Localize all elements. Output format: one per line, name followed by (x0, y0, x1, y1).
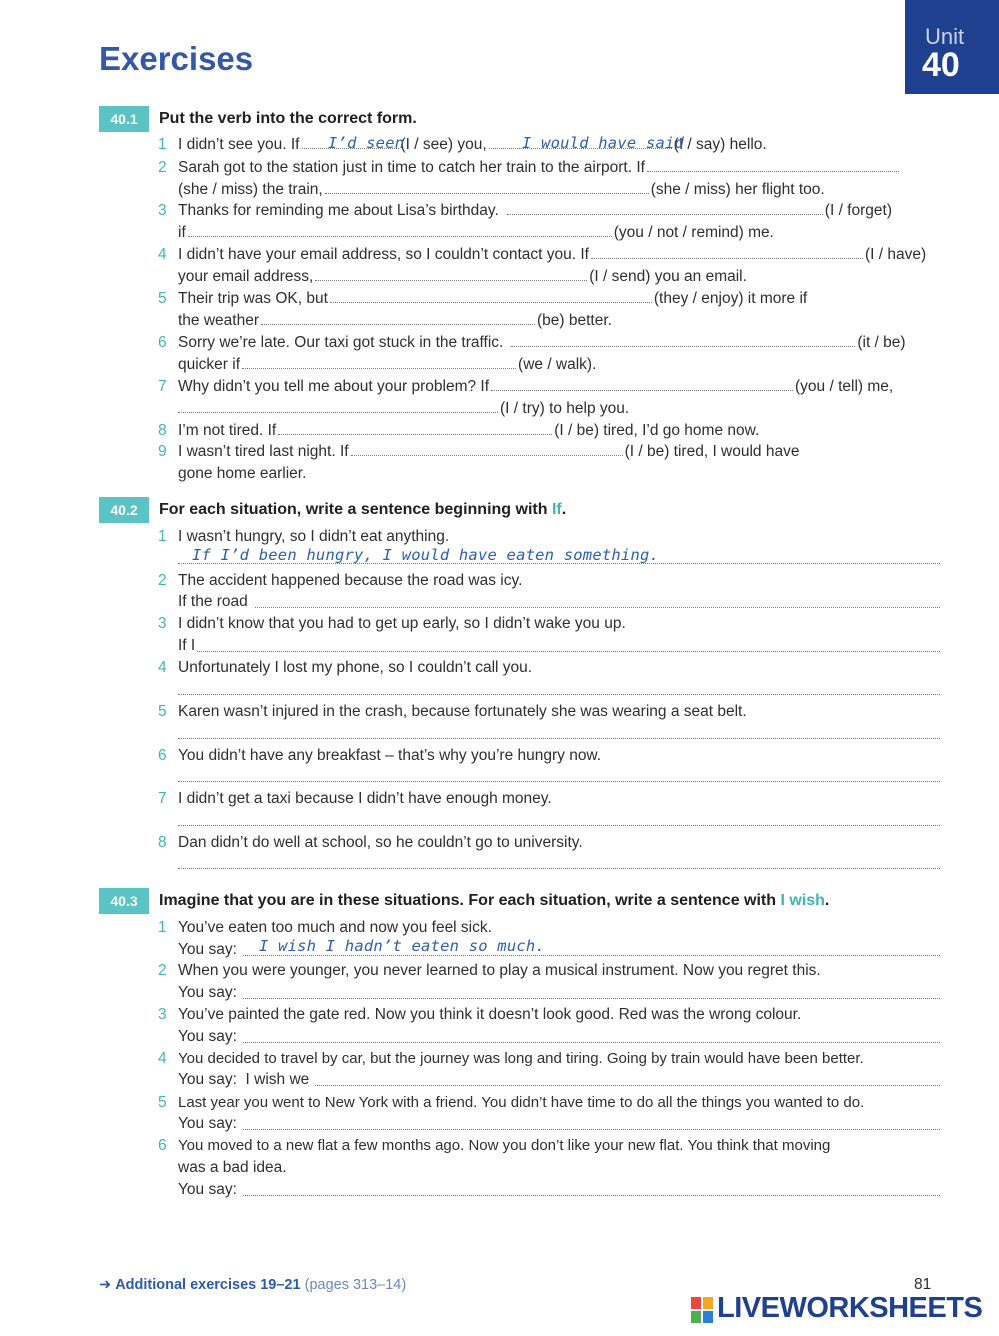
item-number: 7 (158, 790, 167, 807)
unit-tab (905, 0, 999, 94)
answer-line[interactable] (243, 1042, 940, 1043)
item-text: Last year you went to New York with a friend. You didn’t have time to do all the things you wanted to do. (178, 1094, 865, 1111)
item-number: 2 (158, 962, 167, 979)
answer-line[interactable] (178, 694, 940, 695)
item-line: gone home earlier. (178, 465, 307, 482)
exercise-instruction-40-1: Put the verb into the correct form. (159, 110, 417, 127)
answer-line[interactable] (243, 998, 940, 999)
item-line: I didn’t have your email address, so I couldn’t contact you. If (I / have) (178, 246, 927, 263)
item-text: When you were younger, you never learned to play a musical instrument. Now you regret this. (178, 962, 821, 979)
item-line: I didn’t see you. If (I / see) you, (I / say) hello. (178, 136, 767, 153)
answer-blank[interactable] (261, 312, 535, 325)
item-line: quicker if (we / walk). (178, 356, 597, 373)
item-text: Unfortunately I lost my phone, so I couldn’t call you. (178, 659, 533, 676)
item-number: 5 (158, 290, 167, 307)
item-text: Karen wasn’t injured in the crash, because fortunately she was wearing a seat belt. (178, 703, 747, 720)
item-text: You decided to travel by car, but the journey was long and tiring. Going by train would have been better. (178, 1050, 864, 1067)
answer-blank[interactable] (315, 268, 587, 281)
answer-prefix: If I (178, 637, 196, 654)
additional-exercises-link[interactable]: ➜ Additional exercises 19–21 (pages 313–14) (99, 1277, 407, 1293)
liveworksheets-brand: LIVEWORKSHEETS (717, 1292, 983, 1324)
item-line: Their trip was OK, but (they / enjoy) it more if (178, 290, 808, 307)
item-number: 4 (158, 1050, 167, 1067)
item-number: 9 (158, 443, 167, 460)
item-text: Dan didn’t do well at school, so he couldn’t go to university. (178, 834, 583, 851)
item-number: 1 (158, 919, 167, 936)
answer-blank[interactable] (330, 290, 652, 303)
answer-line[interactable] (315, 1085, 940, 1086)
answer-line[interactable] (243, 955, 940, 956)
item-number: 7 (158, 378, 167, 395)
answer-line[interactable] (178, 781, 940, 782)
item-number: 1 (158, 528, 167, 545)
you-say-label: You say: (178, 984, 237, 1001)
you-say-label: You say: (178, 1028, 237, 1045)
handwritten-answer: If I’d been hungry, I would have eaten something. (192, 546, 660, 564)
item-number: 2 (158, 572, 167, 589)
answer-line[interactable] (243, 1195, 940, 1196)
answer-blank[interactable] (511, 334, 855, 347)
answer-blank[interactable] (507, 202, 823, 215)
item-number: 8 (158, 834, 167, 851)
exercise-instruction-40-3: Imagine that you are in these situations. For each situation, write a sentence with I wish. (159, 892, 830, 909)
item-number: 5 (158, 703, 167, 720)
item-line: I’m not tired. If (I / be) tired, I’d go home now. (178, 422, 760, 439)
item-line: Sarah got to the station just in time to catch her train to the airport. If (178, 159, 901, 177)
liveworksheets-logo-icon (691, 1297, 713, 1323)
you-say-label: You say: (178, 1181, 237, 1198)
item-line: (I / try) to help you. (178, 400, 629, 418)
you-say-line: You say: I wish we (178, 1071, 310, 1088)
handwritten-answer: I’d seen (328, 134, 405, 152)
answer-blank[interactable] (647, 159, 899, 172)
item-line: Sorry we’re late. Our taxi got stuck in the traffic. (it / be) (178, 334, 906, 351)
answer-line[interactable] (178, 868, 940, 869)
exercise-badge-40-1: 40.1 (99, 106, 149, 132)
exercise-badge-40-3: 40.3 (99, 888, 149, 914)
item-line: Thanks for reminding me about Lisa’s birthday. (I / forget) (178, 202, 892, 219)
you-say-label: You say: (178, 941, 237, 958)
item-line: the weather (be) better. (178, 312, 612, 329)
item-text: I didn’t know that you had to get up early, so I didn’t wake you up. (178, 615, 626, 632)
arrow-right-icon: ➜ (99, 1277, 112, 1293)
item-text: You moved to a new flat a few months ago. Now you don’t like your new flat. You think that moving (178, 1137, 831, 1154)
handwritten-answer: I wish I hadn’t eaten so much. (259, 937, 545, 955)
exercise-instruction-40-2: For each situation, write a sentence beginning with If. (159, 501, 567, 518)
answer-blank[interactable] (491, 378, 793, 391)
page-title: Exercises (99, 40, 254, 77)
unit-label: Unit (925, 24, 965, 49)
item-line: Why didn’t you tell me about your problem? If (you / tell) me, (178, 378, 894, 395)
item-number: 8 (158, 422, 167, 439)
answer-line[interactable] (243, 1129, 940, 1130)
item-number: 6 (158, 747, 167, 764)
item-line: if (you / not / remind) me. (178, 224, 774, 241)
item-text: The accident happened because the road was icy. (178, 572, 523, 589)
answer-prefix: If the road (178, 593, 248, 610)
answer-blank[interactable] (178, 400, 498, 413)
answer-line[interactable] (197, 651, 940, 652)
item-text: You’ve painted the gate red. Now you think it doesn’t look good. Red was the wrong colour. (178, 1006, 802, 1023)
answer-line[interactable] (255, 607, 940, 608)
item-line: (she / miss) the train, (she / miss) her flight too. (178, 181, 825, 198)
item-line: your email address, (I / send) you an email. (178, 268, 747, 285)
item-text: I wasn’t hungry, so I didn’t eat anything. (178, 528, 450, 545)
answer-line[interactable] (178, 738, 940, 739)
item-number: 4 (158, 246, 167, 263)
item-number: 6 (158, 334, 167, 351)
item-line: I wasn’t tired last night. If (I / be) tired, I would have (178, 443, 800, 460)
you-say-label: You say: (178, 1115, 237, 1132)
item-text: I didn’t get a taxi because I didn’t have enough money. (178, 790, 552, 807)
item-number: 1 (158, 136, 167, 153)
answer-blank[interactable] (591, 246, 863, 259)
handwritten-answer: I would have said (522, 134, 685, 152)
exercise-badge-40-2: 40.2 (99, 497, 149, 523)
answer-blank[interactable] (242, 356, 516, 369)
answer-blank[interactable] (188, 224, 612, 237)
answer-blank[interactable] (278, 422, 552, 435)
unit-number: 40 (922, 46, 960, 84)
item-text: You’ve eaten too much and now you feel sick. (178, 919, 492, 936)
answer-line[interactable] (178, 825, 940, 826)
item-number: 6 (158, 1137, 167, 1154)
item-number: 5 (158, 1094, 167, 1111)
item-text: You didn’t have any breakfast – that’s why you’re hungry now. (178, 747, 602, 764)
item-text-continued: was a bad idea. (178, 1159, 287, 1176)
item-number: 2 (158, 159, 167, 176)
item-number: 3 (158, 1006, 167, 1023)
page-number: 81 (914, 1276, 932, 1293)
answer-blank[interactable] (351, 443, 623, 456)
item-number: 3 (158, 202, 167, 219)
answer-blank[interactable] (325, 181, 649, 194)
item-number: 3 (158, 615, 167, 632)
item-number: 4 (158, 659, 167, 676)
